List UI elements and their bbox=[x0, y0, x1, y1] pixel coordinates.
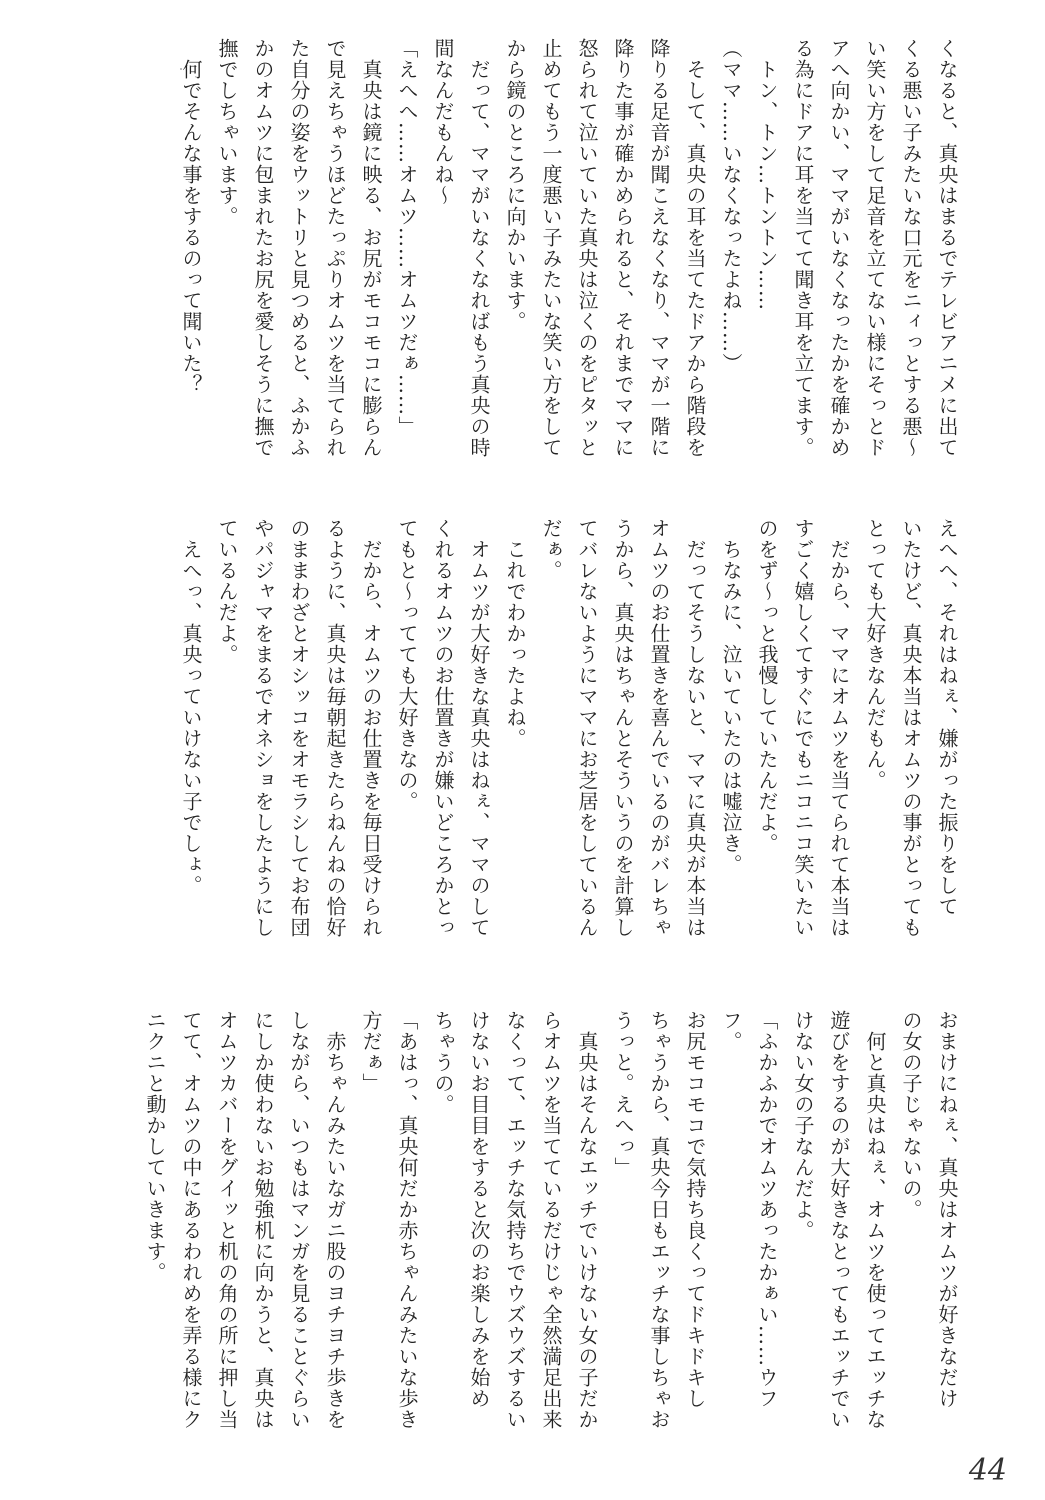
text-column: かのオムツに包まれたお尻を愛しそうに撫で bbox=[251, 38, 275, 458]
text-column: らオムツを当てているだけじゃ全然満足出来 bbox=[539, 1010, 563, 1430]
text-column: い笑い方をして足音を立てない様にそっとド bbox=[863, 38, 887, 458]
page-number: 44 bbox=[968, 1453, 1007, 1488]
text-column: ちゃうの。 bbox=[431, 1010, 455, 1115]
text-column: くなると、真央はまるでテレビアニメに出て bbox=[935, 38, 959, 458]
text-column: ちゃうから、真央今日もエッチな事しちゃお bbox=[647, 1010, 671, 1430]
text-column: 降りた事が確かめられると、それまでママに bbox=[611, 38, 635, 458]
text-column: ニクニと動かしていきます。 bbox=[143, 1010, 167, 1283]
text-column: 真央は鏡に映る、お尻がモコモコに膨らん bbox=[359, 38, 383, 458]
text-column: なくって、エッチな気持ちでウズウズするい bbox=[503, 1010, 527, 1430]
text-column: てて、オムツの中にあるわれめを弄る様にク bbox=[179, 1010, 203, 1430]
text-column: 何と真央はねぇ、オムツを使ってエッチな bbox=[863, 1010, 887, 1430]
text-column: えへっ、真央っていけない子でしょ。 bbox=[179, 518, 203, 896]
text-column: やパジャマをまるでオネショをしたようにし bbox=[251, 518, 275, 938]
text-column: えへへ、それはねぇ、嫌がった振りをして bbox=[935, 518, 959, 917]
text-column: た自分の姿をウットリと見つめると、ふかふ bbox=[287, 38, 311, 458]
text-column: そして、真央の耳を当てたドアから階段を bbox=[683, 38, 707, 458]
text-column: オムツが大好きな真央はねぇ、ママのして bbox=[467, 518, 491, 938]
text-tier-top bbox=[65, 38, 965, 458]
text-column: る為にドアに耳を当てて聞き耳を立てます。 bbox=[791, 38, 815, 458]
text-column: （ママ……いなくなったよね……） bbox=[719, 38, 743, 374]
text-column: トン、トン…トントン…… bbox=[755, 38, 779, 311]
text-column: だから、オムツのお仕置きを毎日受けられ bbox=[359, 518, 383, 938]
text-column: てバレないようにママにお芝居をしているん bbox=[575, 518, 599, 938]
text-column: 遊びをするのが大好きなとってもエッチでい bbox=[827, 1010, 851, 1430]
text-column: くる悪い子みたいな口元をニィっとする悪～ bbox=[899, 38, 923, 458]
text-column: 降りる足音が聞こえなくなり、ママが一階に bbox=[647, 38, 671, 458]
text-column: で見えちゃうほどたっぷりオムツを当てられ bbox=[323, 38, 347, 458]
text-column: オムツのお仕置きを喜んでいるのがバレちゃ bbox=[647, 518, 671, 938]
text-column: おまけにねぇ、真央はオムツが好きなだけ bbox=[935, 1010, 959, 1409]
text-column: お尻モコモコで気持ち良くってドキドキし bbox=[683, 1010, 707, 1409]
text-column: 撫でしちゃいます。 bbox=[215, 38, 239, 227]
text-column: 真央はそんなエッチでいけない女の子だか bbox=[575, 1010, 599, 1430]
text-column: とっても大好きなんだもん。 bbox=[863, 518, 887, 791]
text-column: オムツカバーをグイッと机の角の所に押し当 bbox=[215, 1010, 239, 1430]
text-column: けない女の子なんだよ。 bbox=[791, 1010, 815, 1241]
text-tier-bottom bbox=[65, 1010, 965, 1430]
text-tier-middle bbox=[65, 518, 965, 938]
text-column: から鏡のところに向かいます。 bbox=[503, 38, 527, 332]
text-column: 「あはっ、真央何だか赤ちゃんみたいな歩き bbox=[395, 1010, 419, 1430]
text-column: のをず～っと我慢していたんだよ。 bbox=[755, 518, 779, 854]
text-column: るように、真央は毎朝起きたらねんねの恰好 bbox=[323, 518, 347, 938]
text-column: くれるオムツのお仕置きが嫌いどころかとっ bbox=[431, 518, 455, 938]
text-column: 「ふかふかでオムツあったかぁい……ウフフ。 bbox=[719, 1010, 779, 1409]
text-column: うから、真央はちゃんとそういうのを計算し bbox=[611, 518, 635, 938]
text-column: うっと。えへっ」 bbox=[611, 1010, 635, 1178]
text-column: だって、ママがいなくなればもう真央の時 bbox=[467, 38, 491, 458]
text-column: 赤ちゃんみたいなガニ股のヨチヨチ歩きを bbox=[323, 1010, 347, 1430]
text-column: だから、ママにオムツを当てられて本当は bbox=[827, 518, 851, 938]
text-column: 間なんだもんね～ bbox=[431, 38, 455, 206]
text-column: ちなみに、泣いていたのは嘘泣き。 bbox=[719, 518, 743, 875]
text-column: 止めてもう一度悪い子みたいな笑い方をして bbox=[539, 38, 563, 458]
text-column: 怒られて泣いていた真央は泣くのをピタッと bbox=[575, 38, 599, 458]
text-column: のままわざとオシッコをオモラシしてお布団 bbox=[287, 518, 311, 938]
text-column: ているんだよ。 bbox=[215, 518, 239, 665]
text-column: これでわかったよね。 bbox=[503, 518, 527, 749]
text-column: いたけど、真央本当はオムツの事がとっても bbox=[899, 518, 923, 938]
text-column: すごく嬉しくてすぐにでもニコニコ笑いたい bbox=[791, 518, 815, 938]
text-column: 何でそんな事をするのって聞いた？ bbox=[179, 38, 203, 395]
text-column: てもと～ってても大好きなの。 bbox=[395, 518, 419, 812]
text-column: だってそうしないと、ママに真央が本当は bbox=[683, 518, 707, 938]
text-column: だぁ。 bbox=[539, 518, 563, 581]
text-column: にしか使わないお勉強机に向かうと、真央は bbox=[251, 1010, 275, 1430]
text-column: しながら、いつもはマンガを見ることぐらい bbox=[287, 1010, 311, 1430]
text-column: アへ向かい、ママがいなくなったかを確かめ bbox=[827, 38, 851, 458]
text-column: 「えへへ……オムツ……オムツだぁ……」 bbox=[395, 38, 419, 437]
text-column: 方だぁ」 bbox=[359, 1010, 383, 1094]
text-column: の女の子じゃないの。 bbox=[899, 1010, 923, 1220]
text-column: けないお目目をすると次のお楽しみを始め bbox=[467, 1010, 491, 1409]
